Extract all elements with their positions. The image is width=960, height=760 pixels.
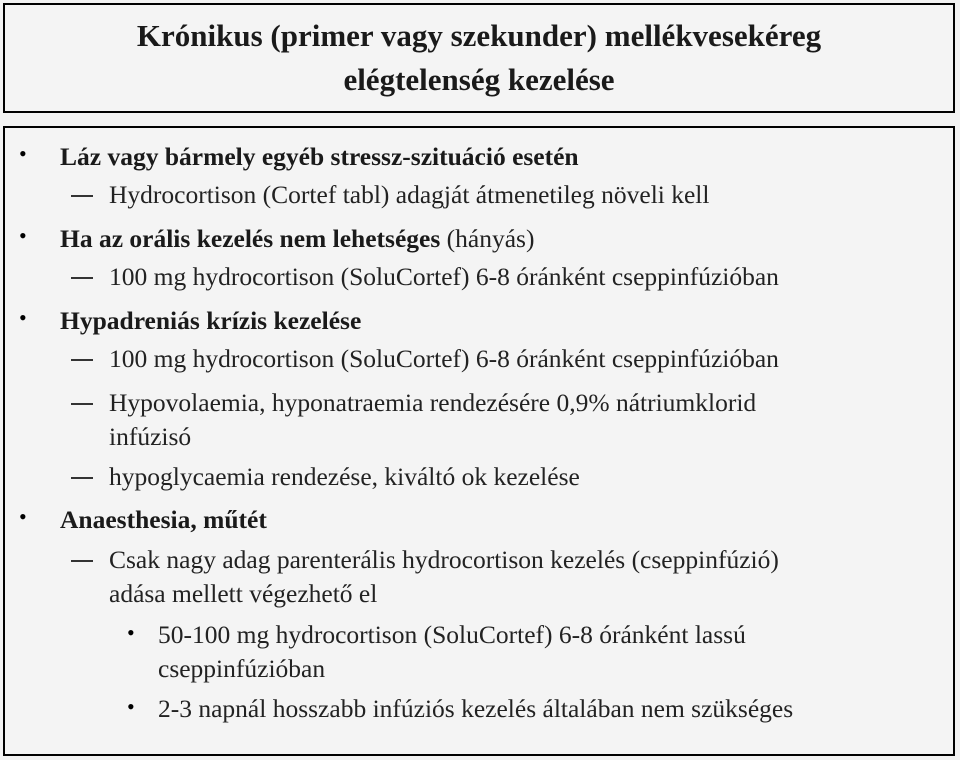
sub-item-parenteral-line1: Csak nagy adag parenterális hydrocortison kezelés (cseppinfúzió) <box>109 545 779 574</box>
title-line-2: elégtelenség kezelése <box>343 62 615 97</box>
bullet-item-oral-bold: Ha az orális kezelés nem lehetséges <box>60 224 441 253</box>
sub-sub-item-duration: 2-3 napnál hosszabb infúziós kezelés általában nem szükséges <box>158 694 794 723</box>
bullet-icon: • <box>19 504 27 529</box>
sub-item-hypovolaemia-line2: infúzisó <box>109 422 192 451</box>
sub-item-hypoglycaemia: hypoglycaemia rendezése, kiváltó ok kezelése <box>109 462 580 491</box>
sub-sub-item-dose-line1: 50-100 mg hydrocortison (SoluCortef) 6-8 óránként lassú <box>158 620 746 649</box>
sub-item-solucortef-1: 100 mg hydrocortison (SoluCortef) 6-8 óránként cseppinfúzióban <box>109 262 779 291</box>
bullet-item-anaesthesia: Anaesthesia, műtét <box>60 505 267 534</box>
bullet-item-oral-rest: (hányás) <box>440 224 535 253</box>
sub-item-hypovolaemia-line1: Hypovolaemia, hyponatraemia rendezésére 0,9% nátriumklorid <box>109 388 757 417</box>
dash-icon <box>71 359 93 361</box>
sub-bullet-icon: • <box>127 694 135 719</box>
bullet-icon: • <box>19 223 27 248</box>
bullet-item-crisis: Hypadreniás krízis kezelése <box>60 306 362 335</box>
content-box <box>3 126 955 756</box>
sub-sub-item-dose-line2: cseppinfúzióban <box>158 654 326 683</box>
title-box <box>3 3 955 113</box>
sub-bullet-icon: • <box>127 620 135 645</box>
dash-icon <box>71 403 93 405</box>
bullet-item-oral-impossible <box>60 222 534 256</box>
dash-icon <box>71 560 93 562</box>
dash-icon <box>71 195 93 197</box>
dash-icon <box>71 477 93 479</box>
title-line-1: Krónikus (primer vagy szekunder) mellékvesekéreg <box>136 18 822 53</box>
bullet-icon: • <box>19 305 27 330</box>
bullet-item-fever: Láz vagy bármely egyéb stressz-szituáció esetén <box>60 142 579 171</box>
dash-icon <box>71 277 93 279</box>
sub-item-parenteral-line2: adása mellett végezhető el <box>109 579 378 608</box>
bullet-icon: • <box>19 141 27 166</box>
sub-item-solucortef-2: 100 mg hydrocortison (SoluCortef) 6-8 óránként cseppinfúzióban <box>109 344 779 373</box>
sub-item-cortef-dose: Hydrocortison (Cortef tabl) adagját átmenetileg növeli kell <box>109 180 710 209</box>
